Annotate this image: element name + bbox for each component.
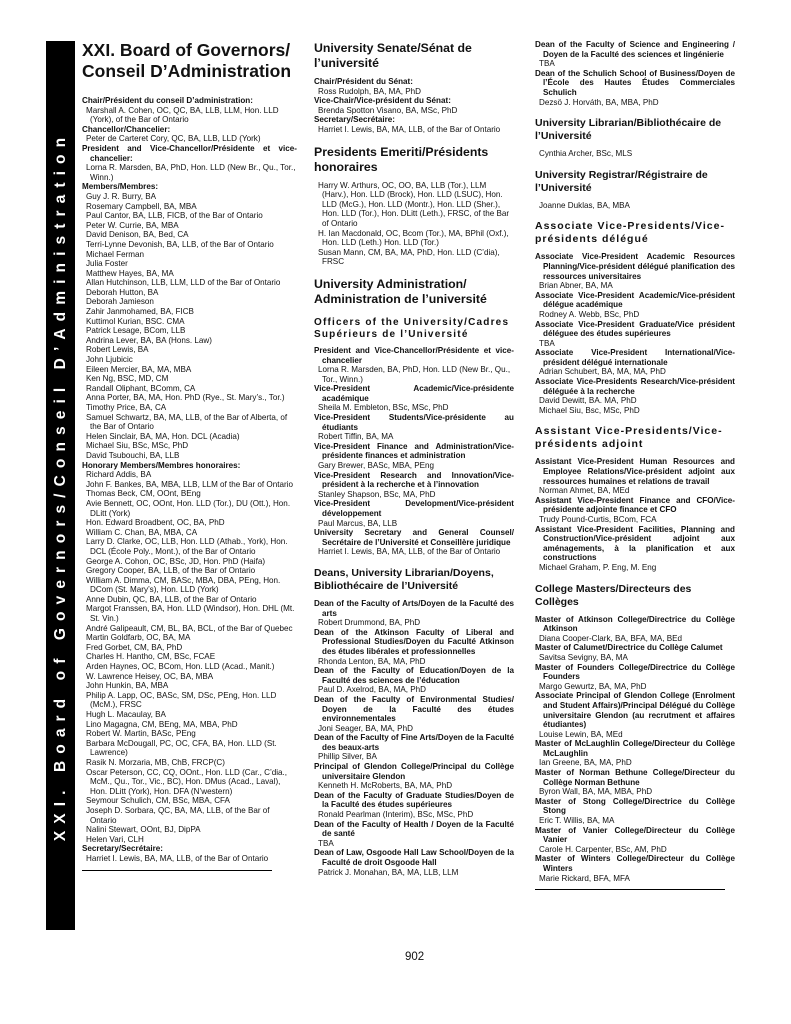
person-name: David Dewitt, BA. MA, PhD (539, 396, 637, 406)
position-title: Secretary/Secrétaire: (82, 844, 163, 854)
position-title: Master of McLaughlin College/Directeur du Collège McLaughlin (535, 739, 735, 758)
position-title: Chancellor/Chancelier: (82, 124, 171, 134)
section-heading: Presidents Emeriti/Présidents honoraires (314, 144, 489, 174)
person-name: Harriet I. Lewis, BA, MA, LLB, of the Bar of Ontario (318, 547, 501, 557)
person-name: Ian Greene, BA, MA, PhD (539, 758, 632, 768)
person-name: Michael Ferman (86, 249, 145, 259)
person-name: Brenda Spotton Visano, BA, MSc, PhD (318, 105, 458, 115)
person-name: Sheila M. Embleton, BSc, MSc, PhD (318, 403, 449, 413)
person-name: William C. Chan, BA, MBA, CA (86, 527, 198, 537)
person-name: Michael Siu, BSc, MSc, PhD (86, 441, 189, 451)
position-title: Secretary/Secrétaire: (314, 115, 395, 125)
person-name: Allan Hutchinson, LLB, LLM, LLD of the Bar of Ontario (86, 278, 281, 288)
person-name: W. Lawrence Heisey, OC, BA, MBA (86, 671, 214, 681)
person-name: Hugh L. Macaulay, BA (86, 710, 166, 719)
position-title: Chair/Président du conseil D’administration: (82, 96, 253, 105)
person-name: Gary Brewer, BASc, MBA, PEng (318, 461, 435, 471)
person-name: Michael Graham, P. Eng, M. Eng (539, 562, 657, 572)
person-name: Kuttimol Kurian, BSC. CMA (86, 316, 185, 326)
position-title: Master of Atkinson College/Directrice du Collège Atkinson (535, 614, 735, 634)
person-name: Paul Cantor, BA, LLB, FICB, of the Bar of Ontario (86, 211, 263, 221)
person-name: Lino Magagna, CM, BEng, MA, MBA, PhD (86, 719, 238, 729)
position-title: Vice-Chair/Vice-président du Sénat: (314, 96, 451, 106)
position-title: Dean of the Faculty of Education/Doyen de la Faculté des sciences de l’éducation (314, 666, 514, 685)
position-title: Dean of the Schulich School of Business/Doyen de l’École des Hautes Études Commerciales Schulich (535, 68, 735, 97)
position-title: Chair/Président du Sénat: (314, 77, 413, 86)
person-name: Oscar Peterson, CC, CQ, OOnt., Hon. LLD (Car., C’dia., McM., Qu., Tor., Vic., BC), Hon. DMus (Acad., Laval), Hon. DLitt (York), Hon. DFA (N’western) (86, 767, 288, 796)
person-name: Julia Foster (86, 259, 128, 269)
person-name: Fred Gorbet, CM, BA, PhD (86, 642, 183, 652)
person-name: Hon. Edward Broadbent, OC, BA, PhD (86, 518, 225, 528)
divider (535, 889, 725, 890)
column-deans-vice-presidents (535, 40, 735, 890)
person-name: Charles H. Hantho, CM, BSc, FCAE (86, 652, 216, 662)
position-title: Assistant Vice-President Human Resources and Employee Relations/Vice-président adjoint aux ressources humaines et relations de travail (535, 457, 735, 486)
person-name: Michael Siu, Bsc, MSc, PhD (539, 405, 640, 415)
person-name: Harry W. Arthurs, OC, OO, BA, LLB (Tor.), LLM (Harv.), Hon. LLD (Brock), Hon. LLD (LSUC), Hon. LLD (McG.), Hon. LLD (Montr.), Hon. LLD (Sher.), Hon. LLD (Tor.), Hon. DLitt (Leth.), FRSC, of the Bar of Ontario (318, 180, 510, 228)
column-content (314, 41, 514, 877)
person-name: Seymour Schulich, CM, BSc, MBA, CFA (86, 796, 230, 806)
person-name: Eileen Mercier, BA, MA, MBA (86, 364, 192, 374)
position-title: Vice-President Students/Vice-présidente au étudiants (314, 413, 514, 432)
section-heading: University Senate/Sénat de l’université (314, 41, 472, 70)
position-title: Master of Vanier College/Directeur du Collège Vanier (535, 825, 735, 845)
person-name: Zahir Janmohamed, BA, FICB (86, 307, 194, 317)
person-name: Dezsö J. Horváth, BA, MBA, PhD (539, 97, 659, 107)
person-name: Helen Sinclair, BA, MA, Hon. DCL (Acadia) (86, 431, 240, 441)
column-board (82, 40, 297, 871)
person-name: Stanley Shapson, BSc, MA, PhD (318, 489, 436, 499)
person-name: Paul D. Axelrod, BA, MA, PhD (318, 685, 426, 695)
position-title: Vice-President Academic/Vice-présidente académique (314, 384, 514, 403)
person-name: George A. Cohon, OC, BSc, JD, Hon. PhD (Haifa) (86, 556, 266, 566)
section-heading: Associate Vice-Presidents/Vice-présidents délégué (535, 220, 725, 246)
person-name: Philip A. Lapp, OC, BASc, SM, DSc, PEng, Hon. LLD (McM.), FRSC (86, 690, 277, 710)
person-name: John Ljubicic (86, 355, 133, 365)
person-name: Eric T. Willis, BA, MA (539, 816, 615, 826)
person-name: Samuel Schwartz, BA, MA, LLB, of the Bar of Alberta, of the Bar of Ontario (86, 412, 288, 432)
person-name: Avie Bennett, OC, OOnt, Hon. LLD (Tor.), DU (Ott.), Hon. DLitt (York) (86, 498, 291, 518)
person-name: Margo Gewurtz, BA, MA, PhD (539, 681, 647, 691)
section-heading: University Librarian/Bibliothécaire de l’Université (535, 117, 722, 143)
column-senate-administration (314, 40, 514, 877)
person-name: Lorna R. Marsden, BA, PhD, Hon. LLD (New Br., Qu., Tor., Winn.) (86, 163, 296, 182)
position-title: Vice-President Development/Vice-président développement (314, 499, 514, 518)
person-name: Guy J. R. Burry, BA (86, 191, 157, 201)
position-title: Dean of the Faculty of Environmental Studies/ Doyen de la Faculté des études environnementales (314, 694, 514, 724)
position-title: Vice-President Finance and Administration/Vice-présidente finances et administration (314, 441, 514, 461)
person-name: Matthew Hayes, BA, MA (86, 268, 174, 278)
person-name: Robert Drummond, BA, PhD (318, 618, 421, 628)
person-name: Cynthia Archer, BSc, MLS (539, 149, 633, 159)
subsection-heading: Officers of the University/Cadres Supérieurs de l’Université (314, 316, 510, 340)
page-number: 902 (405, 951, 425, 963)
person-name: Brian Abner, BA, MA (539, 281, 613, 291)
section-heading: Assistant Vice-Presidents/Vice-présidents adjoint (535, 425, 723, 451)
person-name: Lorna R. Marsden, BA, PhD, Hon. LLD (New Br., Qu., Tor., Winn.) (318, 365, 511, 384)
person-name: Norman Ahmet, BA, MEd (539, 486, 630, 496)
person-name: Joanne Duklas, BA, MBA (539, 200, 630, 210)
person-name: Robert Tiffin, BA, MA (318, 432, 394, 442)
person-name: Harriet I. Lewis, BA, MA, LLB, of the Bar of Ontario (318, 124, 501, 134)
position-title: Dean of the Faculty of Arts/Doyen de la Faculté des arts (314, 598, 514, 618)
column-content (535, 40, 735, 890)
person-name: John Hunkin, BA, MBA (86, 681, 169, 691)
person-name: Deborah Jamieson (86, 297, 154, 307)
person-name: Robert W. Martin, BASc, PEng (86, 729, 196, 739)
position-title: Master of Calumet/Directrice du Collège Calumet (535, 643, 723, 653)
person-name: André Galipeault, CM, BL, BA, BCL, of the Bar of Quebec (86, 623, 293, 633)
person-name: Terri-Lynne Devonish, BA, LLB, of the Bar of Ontario (86, 239, 274, 249)
position-title: Master of Norman Bethune College/Directeur du Collège Norman Bethune (535, 768, 735, 787)
person-name: Rhonda Lenton, BA, MA, PhD (318, 656, 426, 666)
position-title: Dean of the Faculty of Fine Arts/Doyen de la Faculté des beaux-arts (314, 733, 514, 752)
person-name: TBA (539, 59, 555, 69)
column-content (82, 96, 297, 871)
person-name: Diana Cooper-Clark, BA, BFA, MA, BEd (539, 633, 683, 643)
person-name: Deborah Hutton, BA (86, 287, 159, 297)
person-name: Ross Rudolph, BA, MA, PhD (318, 86, 422, 96)
person-name: Joni Seager, BA, MA, PhD (318, 723, 413, 733)
position-title: Dean of the Atkinson Faculty of Liberal and Professional Studies/Doyen du Faculté Atkinson des études libérales et professionnelles (314, 627, 514, 656)
person-name: H. Ian Macdonald, OC, Bcom (Tor.), MA, BPhil (Oxf.), Hon. LLD (Leth.) Hon. LLD (Tor.) (318, 228, 509, 248)
position-title: Principal of Glendon College/Principal du Collège universitaire Glendon (314, 762, 514, 781)
side-tab-text: XXI. Board of Governors/Conseil D’Administration (51, 130, 69, 841)
person-name: Byron Wall, BA, MA, MBA, PhD (539, 787, 653, 797)
section-heading: University Administration/ Administration de l’université (314, 276, 487, 306)
person-name: Louise Lewin, BA, MEd (539, 729, 623, 739)
side-tab (46, 41, 75, 930)
person-name: Peter de Carteret Cory, QC, BA, LLB, LLD (York) (86, 134, 261, 144)
person-name: Adrian Schubert, BA, MA, MA, PhD (539, 367, 666, 377)
section-heading: University Registrar/Régistraire de l’Université (535, 168, 708, 194)
person-name: Trudy Pound-Curtis, BCom, FCA (539, 515, 657, 524)
position-title: Master of Winters College/Directeur du Collège Winters (535, 854, 735, 873)
person-name: David Denison, BA, Bed, CA (86, 230, 189, 240)
position-title: President and Vice-Chancellor/Présidente et vice-chancelier (314, 345, 514, 365)
person-name: Patrick J. Monahan, BA, MA, LLB, LLM (318, 867, 459, 877)
page-title (82, 40, 297, 82)
person-name: David Tsubouchi, BA, LLB (86, 450, 180, 460)
person-name: Richard Addis, BA (86, 470, 152, 480)
person-name: Larry D. Clarke, OC, LLB, Hon. LLD (Athab., York), Hon. DCL (École Poly., Mont.), of the Bar of Ontario (86, 537, 288, 556)
position-title: Master of Stong College/Directrice du Collège Stong (535, 796, 735, 816)
person-name: Gregory Cooper, BA, LLB, of the Bar of Ontario (86, 566, 256, 576)
position-title: Associate Vice-President Academic/Vice-président délégue académique (535, 290, 735, 310)
position-title: Dean of the Faculty of Science and Engineering / Doyen de la Faculté des sciences et lingénierie (535, 40, 735, 59)
person-name: Patrick Lesage, BCom, LLB (86, 326, 186, 336)
position-title: Associate Vice-Presidents Research/Vice-président déléguée à la recherche (535, 377, 735, 396)
person-name: Marie Rickard, BFA, MFA (539, 873, 630, 883)
person-name: Carole H. Carpenter, BSc, AM, PhD (539, 844, 667, 854)
person-name: Anna Porter, BA, MA, Hon. PhD (Rye., St. Mary’s., Tor.) (86, 393, 285, 403)
position-title: Assistant Vice-President Finance and CFO/Vice-présidente adjointe finance et CFO (535, 495, 735, 515)
position-title: Dean of the Faculty of Health / Doyen de la Faculté de santé (314, 819, 514, 839)
person-name: Marshall A. Cohen, OC, QC, BA, LLB, LLM, Hon. LLD (York), of the Bar of Ontario (86, 105, 279, 125)
person-name: Peter W. Currie, BA, MBA (86, 220, 179, 230)
person-name: Ronald Pearlman (Interim), BSc, MSc, PhD (318, 810, 474, 820)
position-title: Assistant Vice-President Facilities, Planning and Construction/Vice-président adjoint aux aménagements, à la planification et aux constructions (535, 524, 735, 563)
person-name: William A. Dimma, CM, BASc, MBA, DBA, PEng, Hon. DCom (St. Mary’s), Hon. LLD (York) (86, 575, 281, 595)
person-name: Rodney A. Webb, BSc, PhD (539, 309, 640, 319)
person-name: Arden Haynes, OC, BCom, Hon. LLD (Acad., Manit.) (86, 662, 275, 672)
person-name: Andrina Lever, BA, BA (Hons. Law) (86, 335, 212, 345)
page-title-line: XXI. Board of Governors/ (82, 40, 291, 60)
position-title: Associate Vice-President International/Vice-président délégué internationale (535, 348, 735, 367)
position-title: Members/Membres: (82, 182, 159, 192)
person-name: Robert Lewis, BA (86, 345, 149, 355)
person-name: Helen Vari, CLH (86, 834, 144, 844)
person-name: TBA (539, 338, 555, 348)
position-title: Vice-President Research and Innovation/Vice-président à la recherche et à l’innovation (314, 470, 514, 490)
person-name: Susan Mann, CM, BA, MA, PhD, Hon. LLD (C’dia), FRSC (318, 247, 500, 267)
section-heading: College Masters/Directeurs des Collèges (535, 582, 692, 608)
person-name: Rasik N. Morzaria, MB, ChB, FRCP(C) (86, 757, 225, 767)
person-name: Nalini Stewart, OOnt, BJ, DipPA (86, 825, 201, 835)
person-name: Joseph D. Sorbara, QC, BA, MA, LLB, of the Bar of Ontario (86, 805, 270, 825)
position-title: President and Vice-Chancellor/Présidente et vice-chancelier: (82, 143, 297, 163)
person-name: Margot Franssen, BA, Hon. LLD (Windsor), Hon. DHL (Mt. St. Vin.) (86, 604, 295, 624)
person-name: Martin Goldfarb, OC, BA, MA (86, 633, 191, 643)
position-title: Associate Principal of Glendon College (Enrolment and Student Affairs)/Principal Délégué du Collège universitaire Glendon (au recrutment et affaires étudiantes) (535, 691, 735, 730)
position-title: Master of Founders College/Directrice du Collège Founders (535, 662, 735, 682)
person-name: Harriet I. Lewis, BA, MA, LLB, of the Bar of Ontario (86, 853, 269, 863)
position-title: University Secretary and General Counsel/ Secrétaire de l’Université et Conseillère juridique (314, 528, 514, 547)
person-name: Kenneth H. McRoberts, BA, MA, PhD (318, 781, 453, 791)
person-name: Thomas Beck, CM, OOnt, BEng (86, 489, 201, 499)
section-heading: Deans, University Librarian/Doyens, Bibliothécaire de l’Université (314, 566, 494, 592)
person-name: Anne Dubin, QC, BA, LLB, of the Bar of Ontario (86, 594, 257, 604)
position-title: Dean of Law, Osgoode Hall Law School/Doyen de la Faculté de droit Osgoode Hall (314, 848, 514, 867)
person-name: Paul Marcus, BA, LLB (318, 518, 398, 528)
person-name: Rosemary Campbell, BA, MBA (86, 201, 197, 211)
divider (82, 870, 272, 871)
person-name: Phillip Silver, BA (318, 752, 377, 762)
position-title: Associate Vice-President Academic Resources Planning/Vice-président délégué planification des ressources universitaires (535, 252, 735, 281)
person-name: Savitsa Sevigny, BA, MA (539, 652, 628, 662)
position-title: Honorary Members/Membres honoraires: (82, 460, 241, 470)
page-title-line: Conseil D’Administration (82, 61, 292, 81)
person-name: Ken Ng, BSC, MD, CM (86, 374, 169, 384)
person-name: TBA (318, 838, 334, 848)
position-title: Associate Vice-President Graduate/Vice président déléguee des études supérieures (535, 319, 735, 339)
position-title: Dean of the Faculty of Graduate Studies/Doyen de la Faculté des études supérieures (314, 790, 514, 810)
person-name: Randall Oliphant, BComm, CA (86, 383, 196, 393)
person-name: Timothy Price, BA, CA (86, 403, 167, 412)
person-name: Barbara McDougall, PC, OC, CFA, BA, Hon. LLD (St. Lawrence) (86, 738, 277, 758)
person-name: John F. Bankes, BA, MBA, LLB, LLM of the Bar of Ontario (86, 479, 293, 489)
